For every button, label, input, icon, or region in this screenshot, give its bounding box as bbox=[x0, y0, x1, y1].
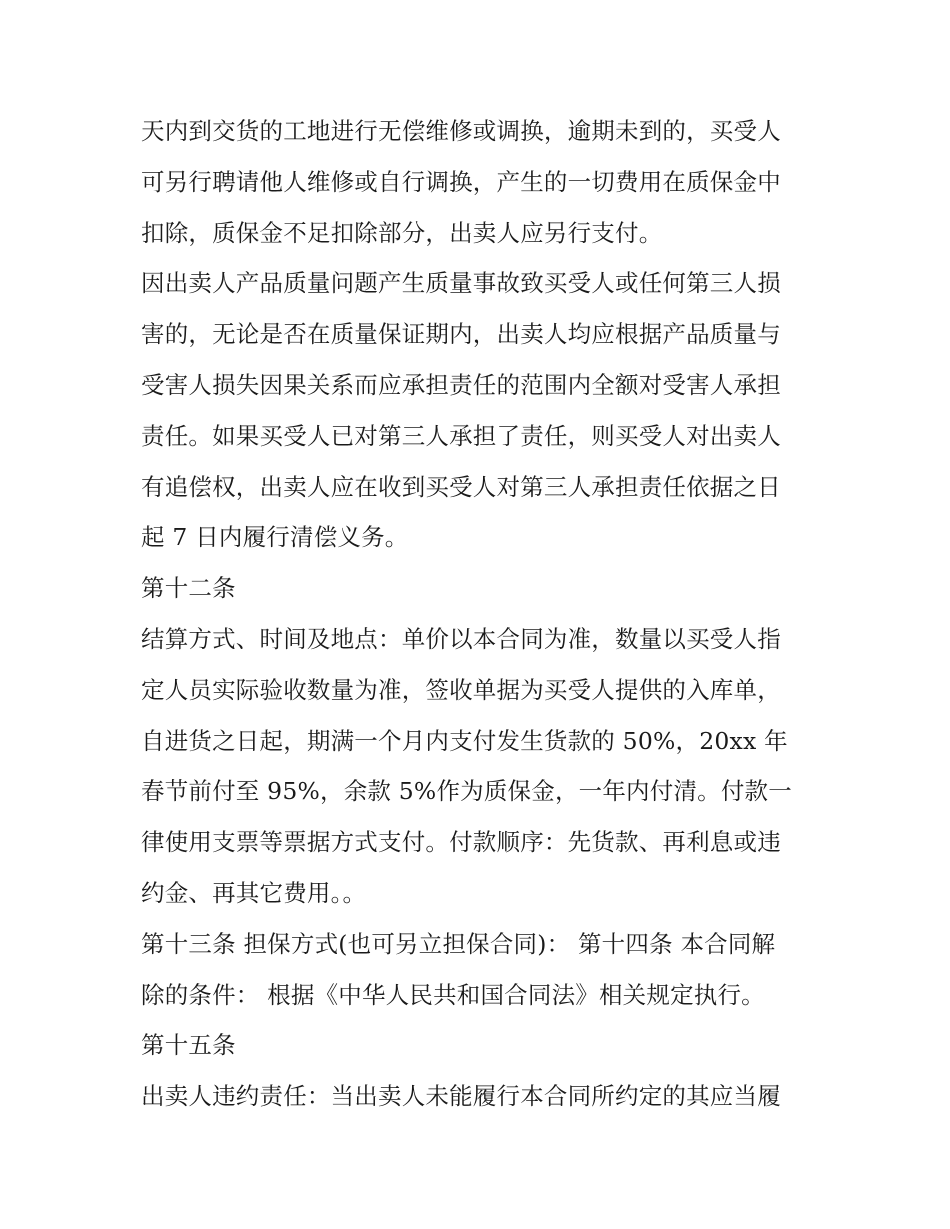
text-line: 自进货之日起，期满一个月内支付发生货款的 50%，20xx 年 bbox=[141, 726, 788, 755]
text-line: 因出卖人产品质量问题产生质量事故致买受人或任何第三人损 bbox=[141, 269, 781, 298]
section-heading-15: 第十五条 bbox=[141, 1031, 236, 1060]
text-line: 责任。如果买受人已对第三人承担了责任，则买受人对出卖人 bbox=[141, 421, 781, 450]
text-line: 约金、再其它费用。。 bbox=[141, 878, 367, 907]
contract-text bbox=[141, 106, 821, 1122]
text-line: 出卖人违约责任：当出卖人未能履行本合同所约定的其应当履 bbox=[141, 1082, 781, 1111]
text-line: 受害人损失因果关系而应承担责任的范围内全额对受害人承担 bbox=[141, 370, 781, 399]
text-line: 定人员实际验收数量为准，签收单据为买受人提供的入库单， bbox=[141, 675, 781, 704]
text-line: 第十三条 担保方式(也可另立担保合同)： 第十四条 本合同解 bbox=[141, 929, 776, 958]
text-line: 害的，无论是否在质量保证期内，出卖人均应根据产品质量与 bbox=[141, 320, 781, 349]
section-heading-12: 第十二条 bbox=[141, 574, 236, 603]
text-line: 天内到交货的工地进行无偿维修或调换，逾期未到的，买受人 bbox=[141, 117, 781, 145]
text-line: 除的条件： 根据《中华人民共和国合同法》相关规定执行。 bbox=[141, 980, 765, 1009]
text-line: 可另行聘请他人维修或自行调换，产生的一切费用在质保金中 bbox=[141, 167, 781, 196]
text-line: 结算方式、时间及地点：单价以本合同为准，数量以买受人指 bbox=[141, 624, 781, 653]
text-line: 有追偿权，出卖人应在收到买受人对第三人承担责任依据之日 bbox=[141, 472, 781, 501]
text-line: 律使用支票等票据方式支付。付款顺序：先货款、再利息或违 bbox=[141, 828, 781, 857]
text-line: 春节前付至 95%，余款 5%作为质保金，一年内付清。付款一 bbox=[141, 777, 792, 806]
text-line: 起 7 日内履行清偿义务。 bbox=[141, 523, 409, 552]
text-line: 扣除，质保金不足扣除部分，出卖人应另行支付。 bbox=[141, 218, 663, 247]
